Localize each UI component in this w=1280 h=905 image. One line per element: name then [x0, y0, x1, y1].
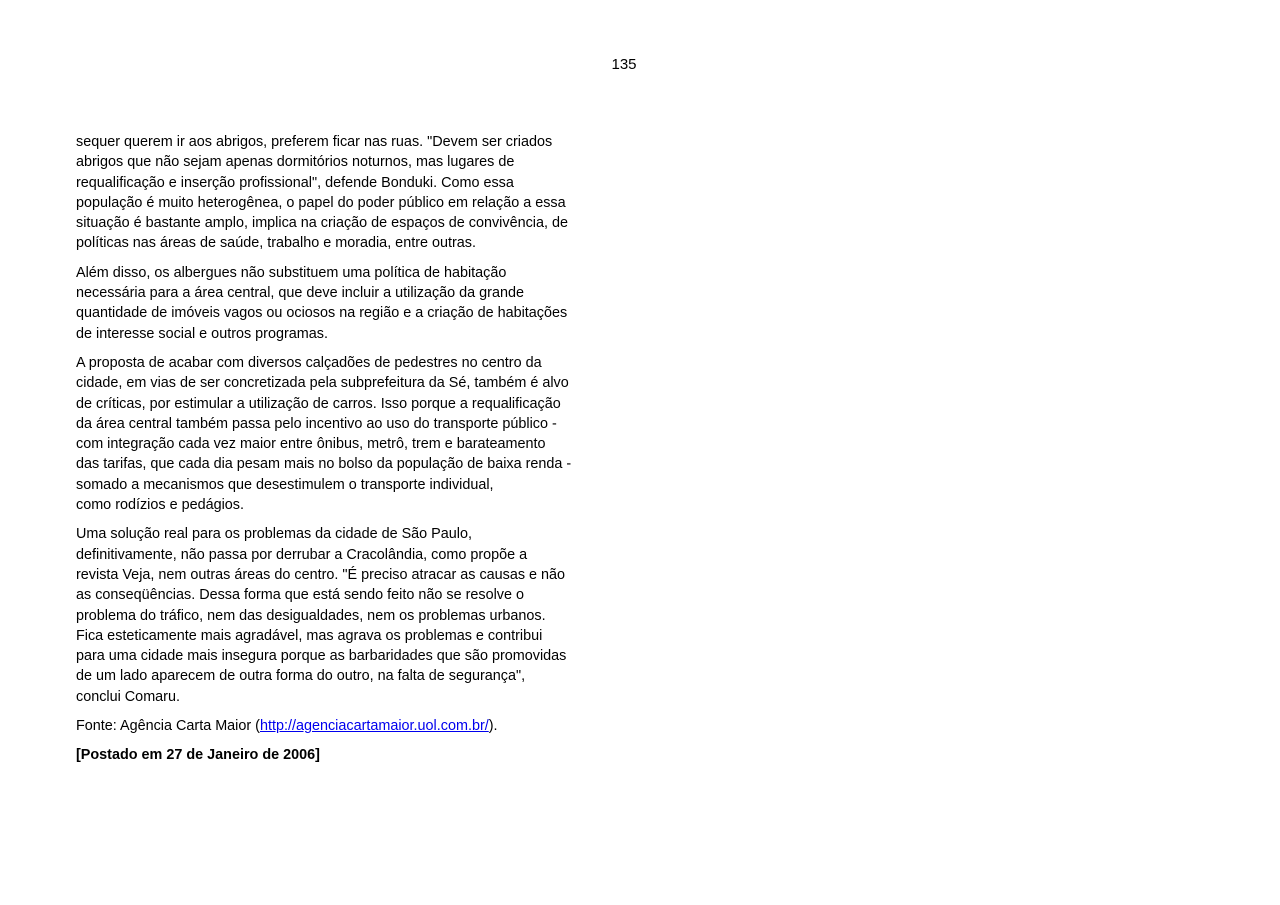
paragraph-shelters: sequer querem ir aos abrigos, preferem ficar nas ruas. "Devem ser criados abrigos que não sejam apenas dormitórios noturnos, mas lugares de requalificação e inserção profissional", defende Bonduki. Como essa população é muito heterogênea, o papel do poder público em relação a essa situação é bastante amplo, implica na criação de espaços de convivência, de políticas nas áreas de saúde, trabalho e moradia, entre outras. [76, 134, 568, 252]
article-body [76, 132, 601, 775]
paragraph-housing: Além disso, os albergues não substituem uma política de habitação necessária para a área central, que deve incluir a utilização da grande quantidade de imóveis vagos ou ociosos na região e a criação de habitações de interesse social e outros programas. [76, 264, 568, 342]
paragraph-pedestrian-streets: A proposta de acabar com diversos calçadões de pedestres no centro da cidade, em vias de ser concretizada pela subprefeitura da Sé, também é alvo de críticas, por estimular a utilização de carros. Isso porque a requalificação da área central também passa pelo incentivo ao uso do transporte público - com integração cada vez maior entre ônibus, metrô, trem e barateamento das tarifas, que cada dia pesam mais no bolso da população de baixa renda - somado a mecanismos que desestimulem o transporte individual, como rodízios e pedágios. [76, 354, 572, 514]
source-prefix: Fonte: Agência Carta Maior ( [76, 718, 260, 735]
posted-date: [Postado em 27 de Janeiro de 2006] [76, 747, 320, 764]
source-link[interactable]: http://agenciacartamaior.uol.com.br/ [259, 718, 489, 735]
page-number: 135 [611, 56, 637, 73]
paragraph-solution: Uma solução real para os problemas da cidade de São Paulo, definitivamente, não passa por derrubar a Cracolândia, como propõe a revista Veja, nem outras áreas do centro. "É preciso atracar as causas e não as conseqüências. Dessa forma que está sendo feito não se resolve o problema do tráfico, nem das desigualdades, nem os problemas urbanos. Fica esteticamente mais agradável, mas agrava os problemas e contribui para uma cidade mais insegura porque as barbaridades que são promovidas de um lado aparecem de outra forma do outro, na falta de segurança", conclui Comaru. [76, 526, 567, 705]
source-line [76, 716, 601, 736]
source-suffix: ). [488, 718, 498, 735]
